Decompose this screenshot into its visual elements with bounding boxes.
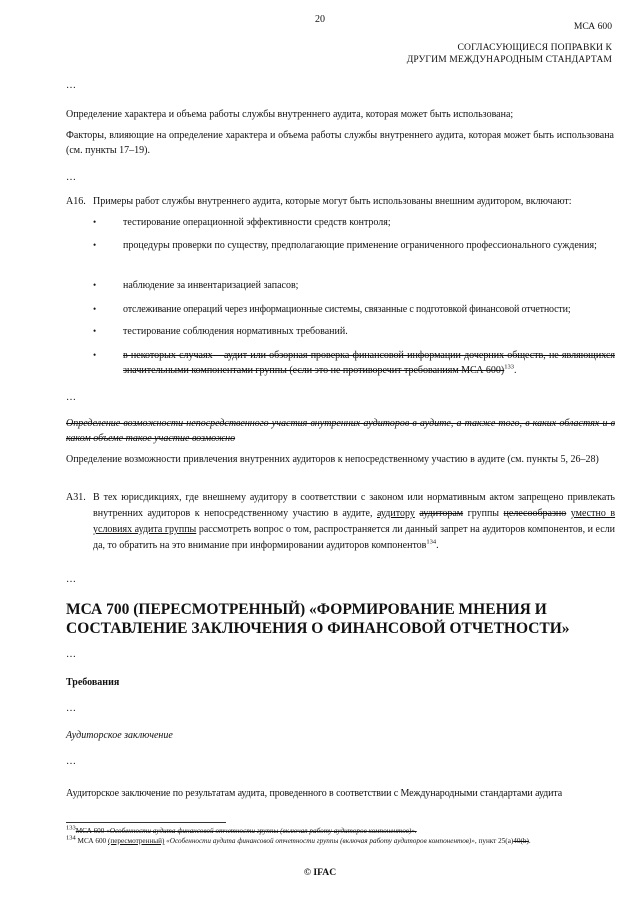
paragraph: Определение характера и объема работы службы внутреннего аудита, которая может быть использована; [66, 109, 514, 120]
requirements-heading: Требования [66, 677, 120, 688]
bullet: • [93, 280, 97, 290]
bullet: • [93, 217, 97, 227]
list-item: отслеживание операций через информационные системы, связанные с подготовкой финансовой отчетности; [123, 304, 571, 315]
copyright-footer: © IFAC [303, 867, 337, 878]
subheading: Аудиторское заключение [66, 730, 173, 741]
list-item: тестирование соблюдения нормативных требований. [123, 326, 348, 337]
paragraph-a31: В тех юрисдикциях, где внешнему аудитору в соответствии с законом или нормативным актом запрещено привлекать внутренних аудиторов к непосредственному участию в аудите, аудитору аудиторам группы целесообразно уместно в условиях аудита группы рассмотреть вопрос о том, распространяется ли данный запрет на аудиторов компонентов, и если да, то обратить на это внимание при информировании аудиторов компонентов$^{134}$. [93, 492, 616, 551]
deleted-list-item: в некоторых случаях – аудит или обзорная проверка финансовой информации дочерних обществ, не являющихся значительными компонентами группы (если это не противоречит требованиям МСА 600)$^{133}$. [123, 350, 615, 376]
bullet: • [93, 240, 97, 250]
header-title-line-1: СОГЛАСУЮЩИЕСЯ ПОПРАВКИ К [457, 42, 612, 53]
bullet: • [93, 304, 97, 314]
list-item: процедуры проверки по существу, предполагающие применение ограниченного профессионального суждения; [123, 240, 597, 251]
bullet: • [93, 350, 97, 360]
ellipsis: … [66, 703, 76, 714]
paragraph: Аудиторское заключение по результатам аудита, проведенного в соответствии с Международными стандартами аудита [66, 788, 563, 799]
ellipsis: … [66, 756, 76, 767]
footnote-134: $^{134}$ МСА 600 (пересмотренный) «Особенности аудита финансовой отчетности группы (включая работу аудиторов компонентов)», пункт 25(a)40(b). [66, 834, 531, 845]
ellipsis: … [66, 574, 76, 585]
paragraph-number: А31. [66, 492, 86, 503]
standard-code: МСА 600 [573, 21, 612, 32]
section-title: МСА 700 (ПЕРЕСМОТРЕННЫЙ) «ФОРМИРОВАНИЕ МНЕНИЯ И СОСТАВЛЕНИЕ ЗАКЛЮЧЕНИЯ О ФИНАНСОВОЙ ОТЧЕТНОСТИ» [66, 601, 570, 637]
ellipsis: … [66, 649, 76, 660]
section-heading: Определение возможности привлечения внутренних аудиторов к непосредственному участию в аудите (см. пункты 5, 26–28) [66, 454, 599, 465]
ellipsis: … [66, 172, 76, 183]
list-item: наблюдение за инвентаризацией запасов; [123, 280, 299, 291]
ellipsis: … [66, 392, 76, 403]
bullet: • [93, 326, 97, 336]
footnote-133: $^{133}$МСА 600 «Особенности аудита финансовой отчетности группы (включая работу аудиторов компонентов)». [66, 824, 417, 835]
ellipsis: … [66, 80, 76, 91]
page-number: 20 [315, 14, 325, 25]
paragraph-intro: Примеры работ службы внутреннего аудита, которые могут быть использованы внешним аудитором, включают: [93, 196, 572, 207]
footnote-divider [66, 822, 226, 823]
footnote-ref[interactable]: 133 [504, 363, 515, 371]
deleted-heading: Определение возможности непосредственного участия внутренних аудиторов в аудите, а также того, в каких областях и в каком объеме такое участие возможно [66, 418, 615, 444]
list-item: тестирование операционной эффективности средств контроля; [123, 217, 391, 228]
paragraph: Факторы, влияющие на определение характера и объема работы службы внутреннего аудита, которая может быть использована (см. пункты 17–19). [66, 130, 614, 156]
footnote-ref[interactable]: 134 [426, 538, 437, 546]
header-title-line-2: ДРУГИМ МЕЖДУНАРОДНЫМ СТАНДАРТАМ [406, 54, 612, 65]
paragraph-number: А16. [66, 196, 86, 207]
